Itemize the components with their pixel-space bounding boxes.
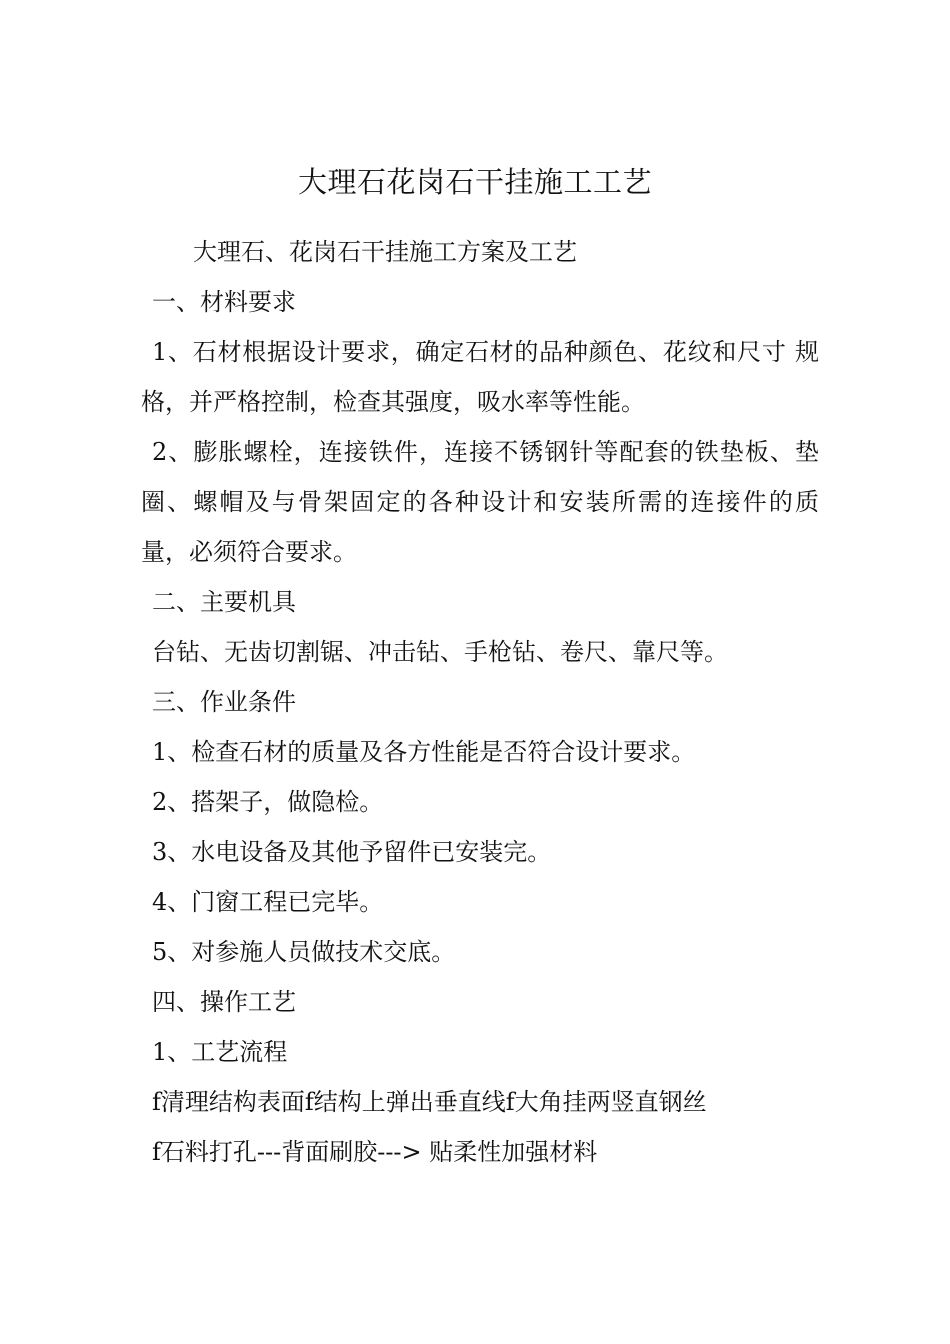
section-heading-operation: 四、操作工艺 — [152, 988, 296, 1016]
document-title: 大理石花岗石干挂施工工艺 — [297, 165, 652, 199]
process-flow-line: f清理结构表面f结构上弹出垂直线f大角挂两竖直钢丝 — [152, 1088, 707, 1116]
paragraph-line: 量，必须符合要求。 — [141, 538, 357, 566]
list-item: 1、检查石材的质量及各方性能是否符合设计要求。 — [152, 738, 696, 766]
section-heading-tools: 二、主要机具 — [152, 588, 296, 616]
document-subtitle: 大理石、花岗石干挂施工方案及工艺 — [193, 238, 577, 266]
paragraph-line: 圈、螺帽及与骨架固定的各种设计和安装所需的连接件的质 — [141, 488, 819, 516]
list-item: 2、搭架子，做隐检。 — [152, 788, 384, 816]
section-heading-materials: 一、材料要求 — [152, 288, 296, 316]
paragraph-line: 台钻、无齿切割锯、冲击钻、手枪钻、卷尺、靠尺等。 — [152, 638, 728, 666]
list-item: 5、对参施人员做技术交底。 — [152, 938, 456, 966]
paragraph-line: 2、膨胀螺栓，连接铁件，连接不锈钢针等配套的铁垫板、垫 — [152, 438, 819, 466]
subsection-heading: 1、工艺流程 — [152, 1038, 288, 1066]
paragraph-line: 格，并严格控制，检查其强度，吸水率等性能。 — [141, 388, 645, 416]
list-item: 4、门窗工程已完毕。 — [152, 888, 384, 916]
paragraph-line: 1、石材根据设计要求，确定石材的品种颜色、花纹和尺寸 规 — [152, 338, 819, 366]
process-flow-line: f石料打孔---背面刷胶---> 贴柔性加强材料 — [152, 1138, 598, 1166]
list-item: 3、水电设备及其他予留件已安装完。 — [152, 838, 552, 866]
section-heading-conditions: 三、作业条件 — [152, 688, 296, 716]
